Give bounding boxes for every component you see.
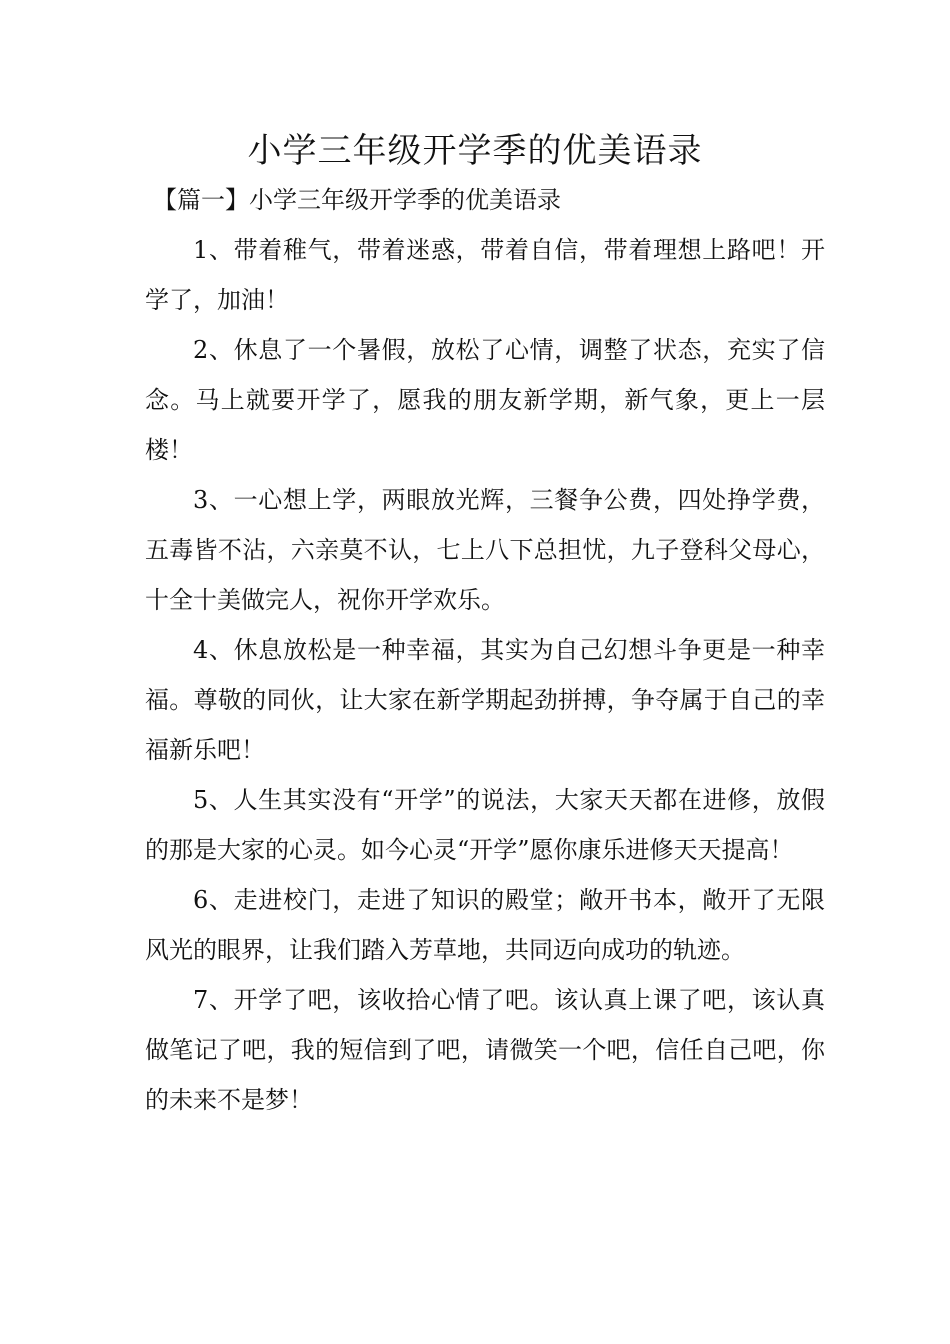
paragraph-7: 7、开学了吧，该收拾心情了吧。该认真上课了吧，该认真做笔记了吧，我的短信到了吧，请微笑一个吧，信任自己吧，你的未来不是梦！	[145, 986, 825, 1114]
paragraph-6: 6、走进校门，走进了知识的殿堂；敞开书本，敞开了无限风光的眼界，让我们踏入芳草地，共同迈向成功的轨迹。	[145, 886, 825, 964]
document-title: 小学三年级开学季的优美语录	[247, 131, 703, 171]
paragraph-2: 2、休息了一个暑假，放松了心情，调整了状态，充实了信念。马上就要开学了，愿我的朋友新学期，新气象，更上一层楼！	[145, 336, 825, 464]
section-heading: 【篇一】小学三年级开学季的优美语录	[153, 186, 561, 214]
document-body	[145, 225, 825, 1125]
paragraph-3: 3、一心想上学，两眼放光辉，三餐争公费，四处挣学费，五毒皆不沾，六亲莫不认，七上八下总担忧，九子登科父母心，十全十美做完人，祝你开学欢乐。	[145, 486, 825, 614]
paragraph-5: 5、人生其实没有“开学”的说法，大家天天都在进修，放假的那是大家的心灵。如今心灵“开学”愿你康乐进修天天提高！	[145, 786, 825, 864]
paragraph-1: 1、带着稚气，带着迷惑，带着自信，带着理想上路吧！开学了，加油！	[145, 236, 825, 314]
paragraph-4: 4、休息放松是一种幸福，其实为自己幻想斗争更是一种幸福。尊敬的同伙，让大家在新学期起劲拼搏，争夺属于自己的幸福新乐吧！	[145, 636, 825, 764]
